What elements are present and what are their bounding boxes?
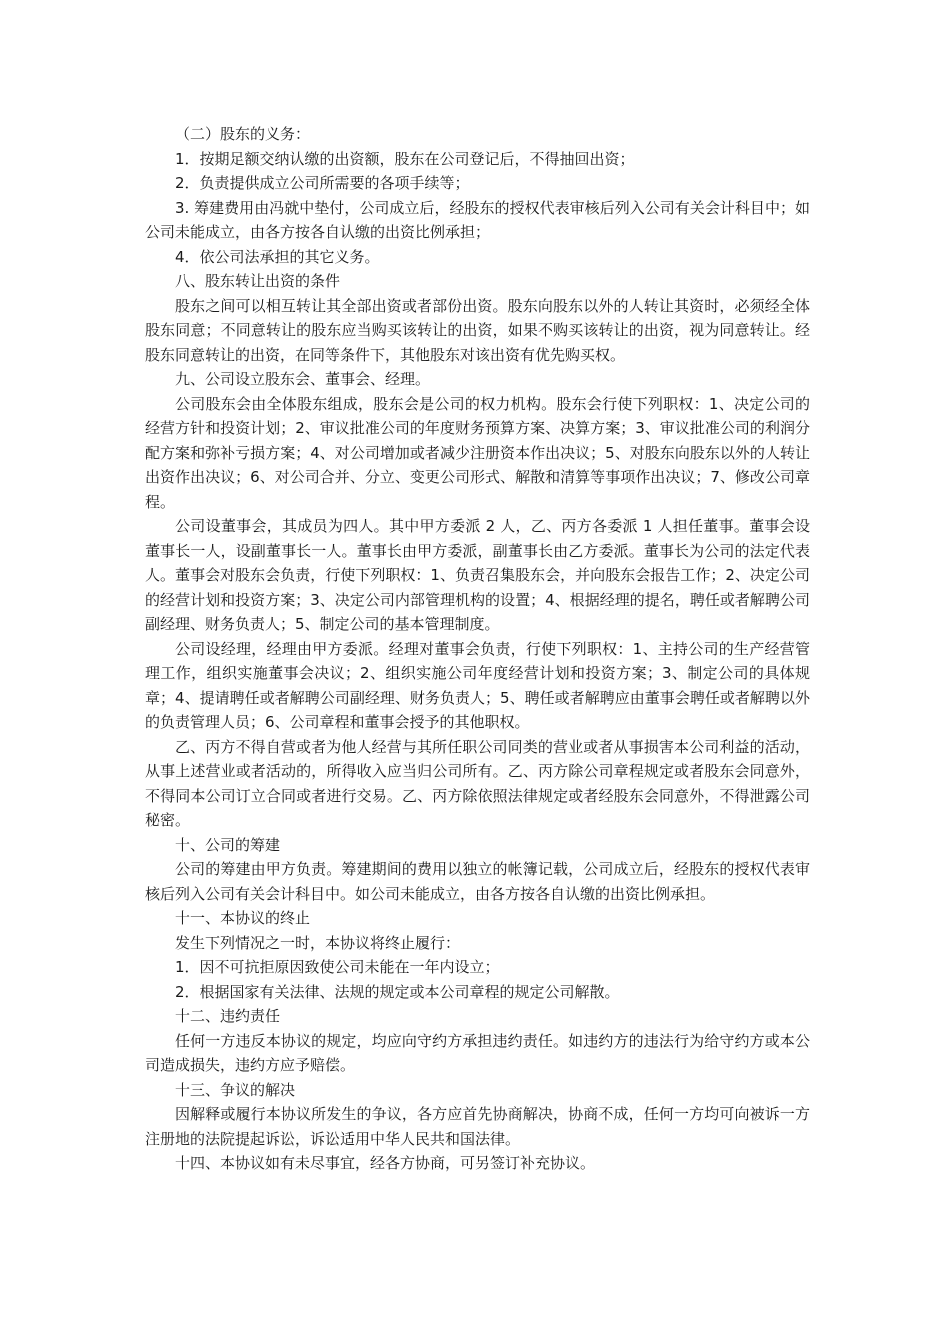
section-9-heading: 九、公司设立股东会、董事会、经理。 bbox=[175, 370, 431, 388]
section-11-heading: 十一、本协议的终止 bbox=[175, 909, 311, 927]
section-9-restrictions: 乙、丙方不得自营或者为他人经营与其所任职公司同类的营业或者从事损害本公司利益的活动，从事上述营业或者活动的，所得收入应当归公司所有。乙、丙方除公司章程规定或者股东会同意外，不得同本公司订立合同或者进行交易。乙、丙方除依照法律规定或者经股东会同意外，不得泄露公司秘密。 bbox=[145, 737, 810, 829]
section-8-body: 股东之间可以相互转让其全部出资或者部份出资。股东向股东以外的人转让其资时，必须经全体股东同意；不同意转让的股东应当购买该转让的出资，如果不购买该转让的出资，视为同意转让。经股东同意转让的出资，在同等条件下，其他股东对该出资有优先购买权。 bbox=[145, 296, 810, 364]
section-10-body: 公司的筹建由甲方负责。筹建期间的费用以独立的帐簿记载，公司成立后，经股东的授权代表审核后列入公司有关会计科目中。如公司未能成立，由各方按各自认缴的出资比例承担。 bbox=[145, 860, 810, 903]
section-11-intro: 发生下列情况之一时，本协议将终止履行： bbox=[175, 933, 461, 952]
section-10-heading: 十、公司的筹建 bbox=[175, 835, 281, 854]
termination-item-1: 1．因不可抗拒原因致使公司未能在一年内设立； bbox=[175, 958, 500, 976]
document-body bbox=[145, 122, 810, 1176]
shareholder-obligations-heading: （二）股东的义务： bbox=[175, 125, 311, 143]
section-12-body: 任何一方违反本协议的规定，均应向守约方承担违约责任。如违约方的违法行为给守约方或本公司造成损失，违约方应予赔偿。 bbox=[145, 1031, 810, 1074]
section-14-heading: 十四、本协议如有未尽事宜，经各方协商，可另签订补充协议。 bbox=[175, 1154, 596, 1172]
section-13-heading: 十三、争议的解决 bbox=[175, 1080, 296, 1099]
obligation-item-1: 1．按期足额交纳认缴的出资额，股东在公司登记后，不得抽回出资； bbox=[175, 149, 635, 168]
obligation-item-4: 4．依公司法承担的其它义务。 bbox=[175, 247, 380, 266]
section-9-board: 公司设董事会，其成员为四人。其中甲方委派 2 人，乙、丙方各委派 1 人担任董事。董事会设董事长一人，设副董事长一人。董事长由甲方委派，副董事长由乙方委派。董事长为公司的法定代表人。董事会对股东会负责，行使下列职权：1、负责召集股东会，并向股东会报告工作；2、决定公司的经营计划和投资方案；3、决定公司内部管理机构的设置；4、根据经理的提名，聘任或者解聘公司副经理、财务负责人；5、制定公司的基本管理制度。 bbox=[145, 517, 810, 633]
section-12-heading: 十二、违约责任 bbox=[175, 1007, 281, 1025]
section-13-body: 因解释或履行本协议所发生的争议，各方应首先协商解决，协商不成，任何一方均可向被诉一方注册地的法院提起诉讼，诉讼适用中华人民共和国法律。 bbox=[145, 1105, 810, 1148]
section-8-heading: 八、股东转让出资的条件 bbox=[175, 272, 341, 290]
obligation-item-3: 3. 筹建费用由冯就中垫付，公司成立后，经股东的授权代表审核后列入公司有关会计科目中；如公司未能成立，由各方按各自认缴的出资比例承担； bbox=[145, 198, 810, 241]
obligation-item-2: 2．负责提供成立公司所需要的各项手续等； bbox=[175, 174, 470, 192]
section-9-manager: 公司设经理，经理由甲方委派。经理对董事会负责，行使下列职权：1、主持公司的生产经营管理工作，组织实施董事会决议；2、组织实施公司年度经营计划和投资方案；3、制定公司的具体规章；4、提请聘任或者解聘公司副经理、财务负责人；5、聘任或者解聘应由董事会聘任或者解聘以外的负责管理人员；6、公司章程和董事会授予的其他职权。 bbox=[145, 639, 810, 731]
section-9-shareholders-meeting: 公司股东会由全体股东组成，股东会是公司的权力机构。股东会行使下列职权：1、决定公司的经营方针和投资计划；2、审议批准公司的年度财务预算方案、决算方案；3、审议批准公司的利润分配方案和弥补亏损方案；4、对公司增加或者减少注册资本作出决议；5、对股东向股东以外的人转让出资作出决议；6、对公司合并、分立、变更公司形式、解散和清算等事项作出决议；7、修改公司章程。 bbox=[145, 394, 810, 511]
termination-item-2: 2．根据国家有关法律、法规的规定或本公司章程的规定公司解散。 bbox=[175, 982, 620, 1001]
